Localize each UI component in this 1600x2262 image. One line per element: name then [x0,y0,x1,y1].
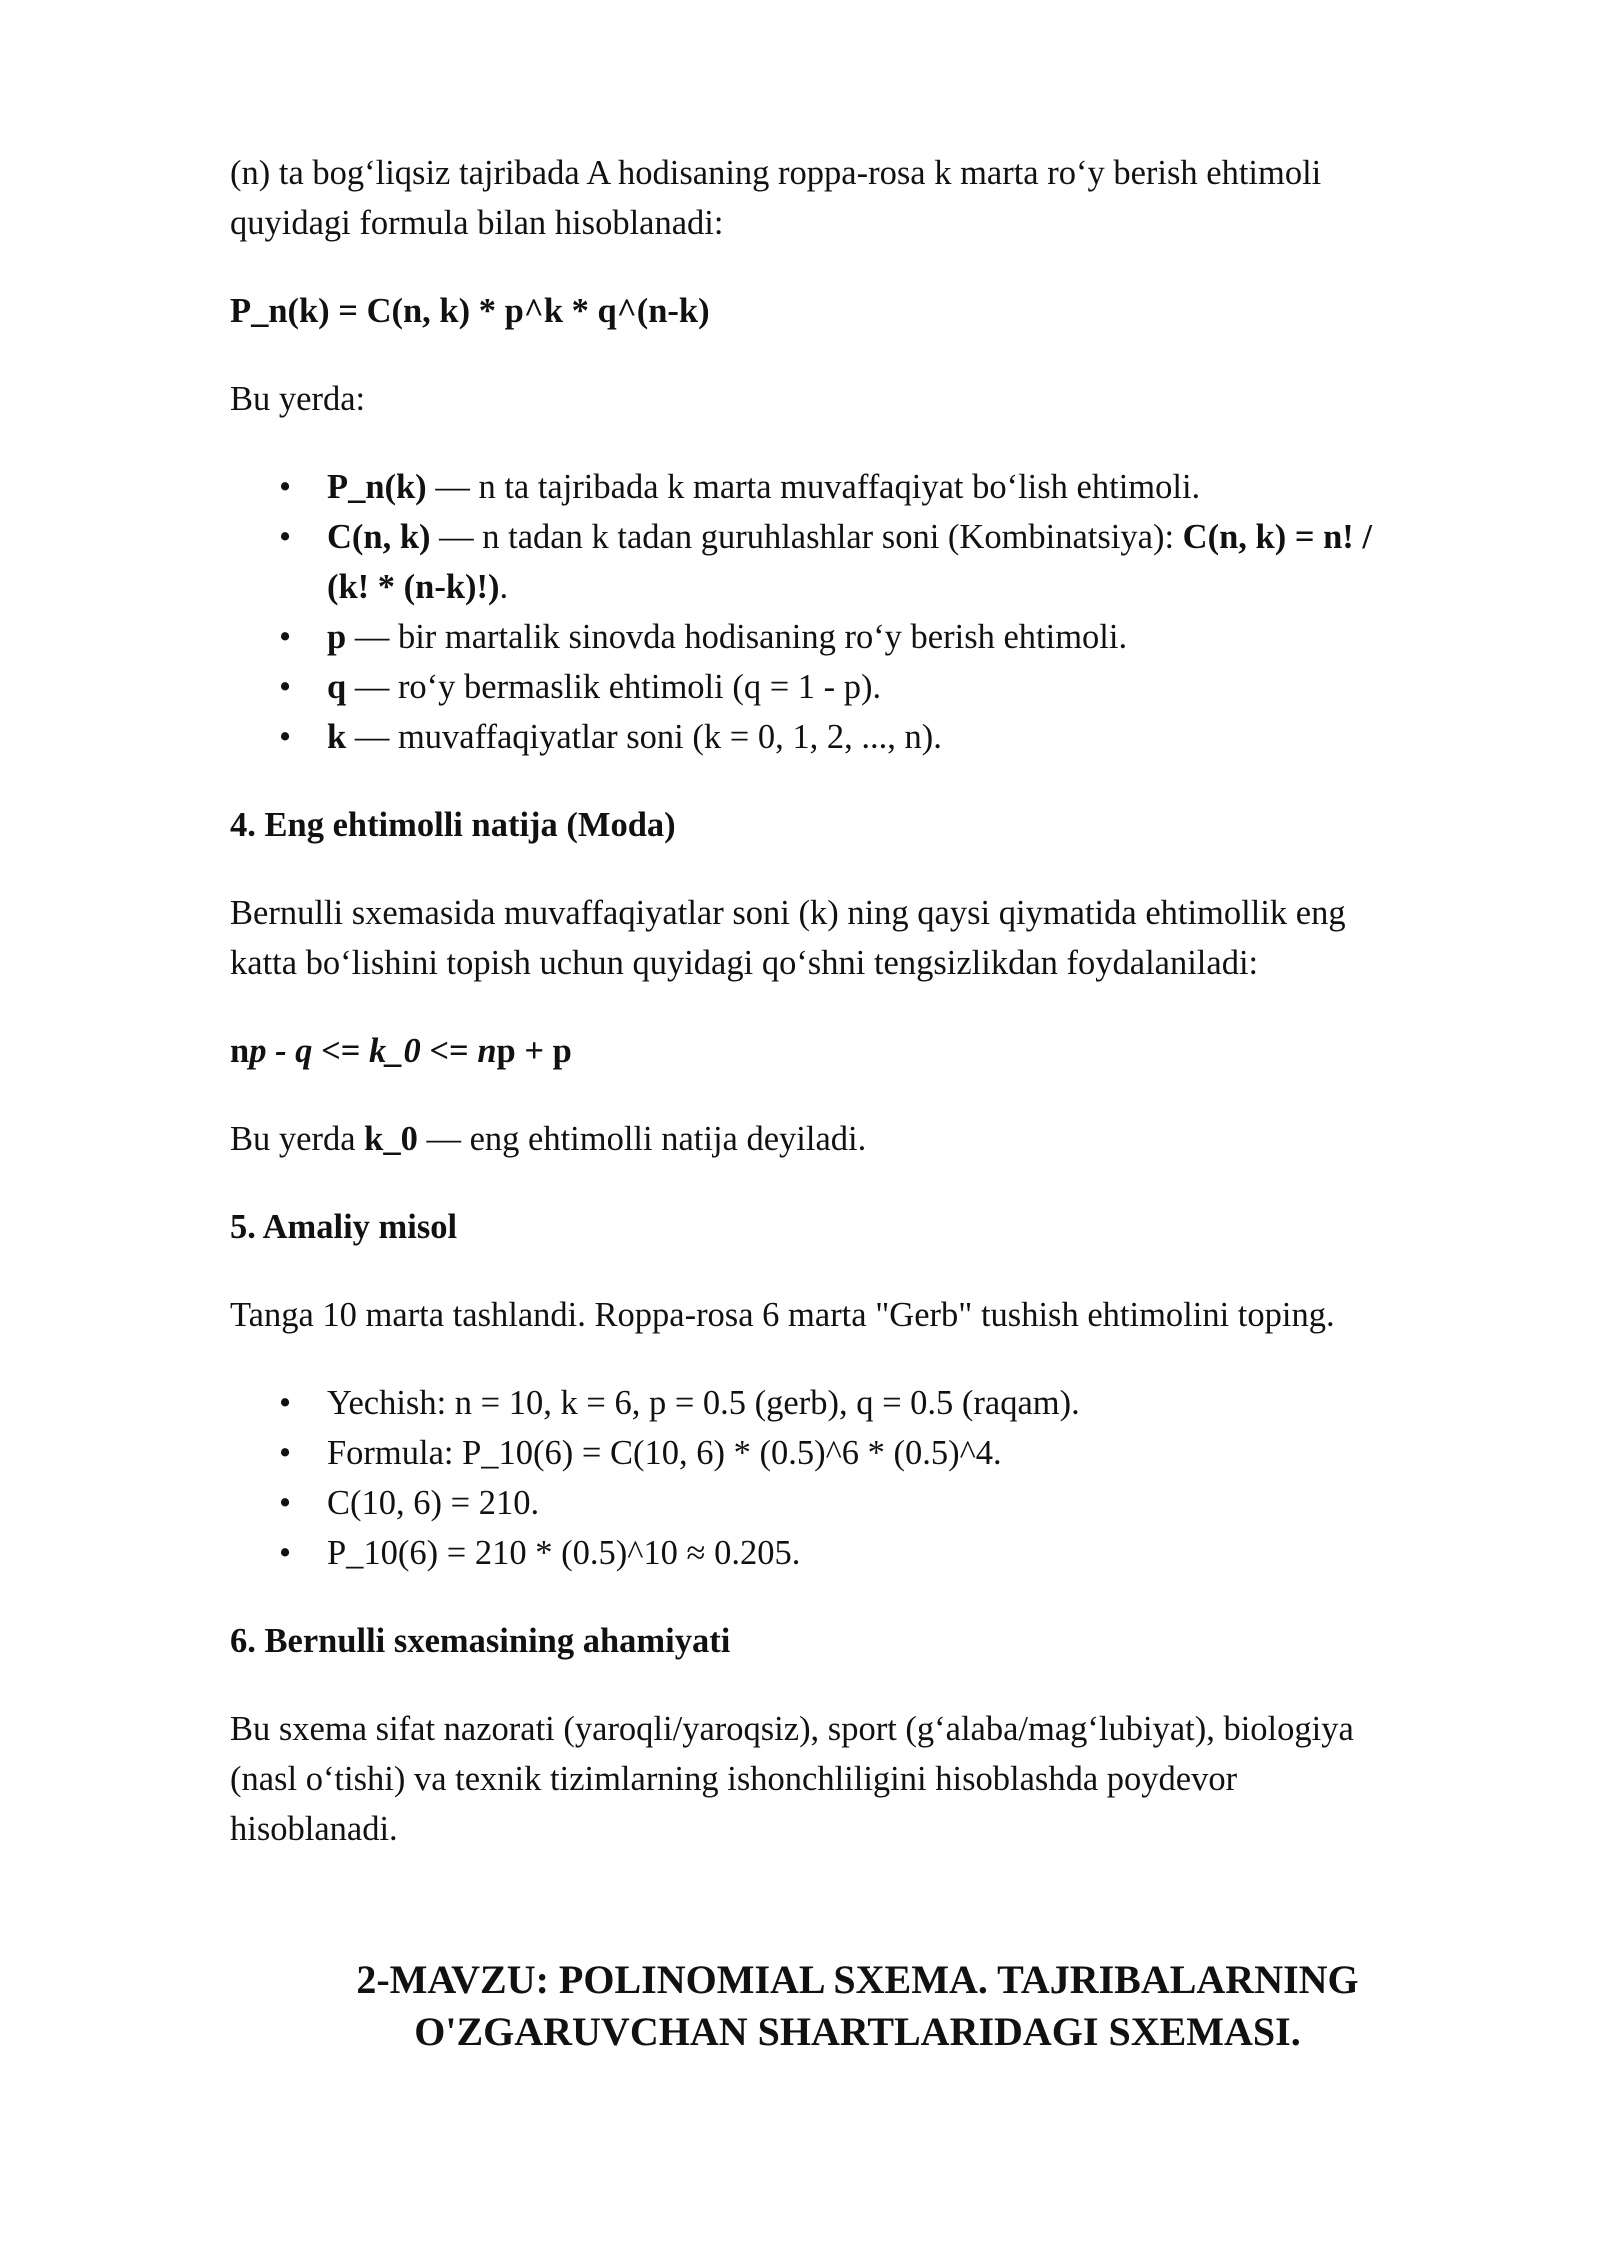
bullet-icon: • [279,1384,292,1422]
section-5-problem: Tanga 10 marta tashlandi. Roppa-rosa 6 marta "Gerb" tushish ehtimolini toping. [230,1296,1335,1334]
topic-title [230,1954,1485,2058]
bullet-icon: • [279,718,292,756]
combination-formula-part-1: C(n, k) = n! / [1182,518,1372,556]
bullet-icon: • [279,518,292,556]
section-6-line-2: (nasl o‘tishi) va texnik tizimlarning ishonchliligini hisoblashda poydevor [230,1760,1238,1798]
ineq-k0: k_0 [369,1032,421,1070]
section-6-paragraph [230,1704,1485,1854]
topic-title-line-1: 2-MAVZU: POLINOMIAL SXEMA. TAJRIBALARNING [356,1957,1359,2002]
section-4-paragraph [230,888,1485,988]
solution-steps-list [230,1378,1485,1578]
ineq-tail: p + p [496,1032,572,1070]
solution-step: Formula: P_10(6) = C(10, 6) * (0.5)^6 * (0.5)^4. [327,1434,1002,1472]
definition-tail: . [499,568,509,606]
definitions-list [230,462,1485,762]
bullet-icon: • [279,1484,292,1522]
solution-step: Yechish: n = 10, k = 6, p = 0.5 (gerb), q = 0.5 (raqam). [327,1384,1080,1422]
ineq-n1: n [230,1032,250,1070]
list-item [279,1478,1485,1528]
section-6-heading: 6. Bernulli sxemasining ahamiyati [230,1622,731,1660]
topic-title-line-2: O'ZGARUVCHAN SHARTLARIDAGI SXEMASI. [414,2009,1301,2054]
intro-line-1: (n) ta bog‘liqsiz tajribada A hodisaning roppa-rosa k marta ro‘y berish ehtimoli [230,154,1322,192]
bullet-icon: • [279,1534,292,1572]
ineq-le-2: <= [420,1032,478,1070]
ineq-p-minus-q: p - q [249,1032,313,1070]
list-item [279,462,1485,512]
list-item [279,1378,1485,1428]
definition-term: p [327,618,347,656]
list-item [279,512,1485,612]
main-formula: P_n(k) = C(n, k) * p^k * q^(n-k) [230,292,710,330]
section-4-line-1: Bernulli sxemasida muvaffaqiyatlar soni (k) ning qaysi qiymatida ehtimollik eng [230,894,1346,932]
mode-note-pre: Bu yerda [230,1120,365,1158]
section-5-heading: 5. Amaliy misol [230,1208,458,1246]
section-6-line-3: hisoblanadi. [230,1810,398,1848]
definition-term: q [327,668,347,706]
definition-text: — muvaffaqiyatlar soni (k = 0, 1, 2, ..., n). [346,718,942,756]
solution-step: C(10, 6) = 210. [327,1484,540,1522]
ineq-le-1: <= [312,1032,370,1070]
definition-text: — n ta tajribada k marta muvaffaqiyat bo‘lish ehtimoli. [426,468,1201,506]
list-item [279,612,1485,662]
list-item [279,712,1485,762]
mode-note-bold: k_0 [364,1120,418,1158]
document-page [230,148,1485,2058]
intro-line-2: quyidagi formula bilan hisoblanadi: [230,204,724,242]
mode-note-post: — eng ehtimolli natija deyiladi. [417,1120,867,1158]
solution-step: P_10(6) = 210 * (0.5)^10 ≈ 0.205. [327,1534,801,1572]
list-item [279,1428,1485,1478]
section-4-line-2: katta bo‘lishini topish uchun quyidagi qo‘shni tengsizlikdan foydalaniladi: [230,944,1259,982]
bullet-icon: • [279,668,292,706]
bullet-icon: • [279,618,292,656]
definition-text: — bir martalik sinovda hodisaning ro‘y berish ehtimoli. [346,618,1128,656]
ineq-n2: n [477,1032,497,1070]
section-spacer [230,1892,1485,1954]
list-item [279,1528,1485,1578]
mode-note [230,1114,1485,1164]
intro-paragraph [230,148,1485,248]
section-4-heading: 4. Eng ehtimolli natija (Moda) [230,806,676,844]
definition-text: — ro‘y bermaslik ehtimoli (q = 1 - p). [346,668,882,706]
definition-term: k [327,718,347,756]
bullet-icon: • [279,468,292,506]
bullet-icon: • [279,1434,292,1472]
section-6-line-1: Bu sxema sifat nazorati (yaroqli/yaroqsiz), sport (g‘alaba/mag‘lubiyat), biologiya [230,1710,1354,1748]
definition-term: C(n, k) [327,518,431,556]
where-label: Bu yerda: [230,380,366,418]
definition-text: — n tadan k tadan guruhlashlar soni (Kombinatsiya): [430,518,1183,556]
combination-formula-part-2: (k! * (n-k)!) [327,568,500,606]
list-item [279,662,1485,712]
mode-inequality [230,1026,1485,1076]
definition-term: P_n(k) [327,468,427,506]
